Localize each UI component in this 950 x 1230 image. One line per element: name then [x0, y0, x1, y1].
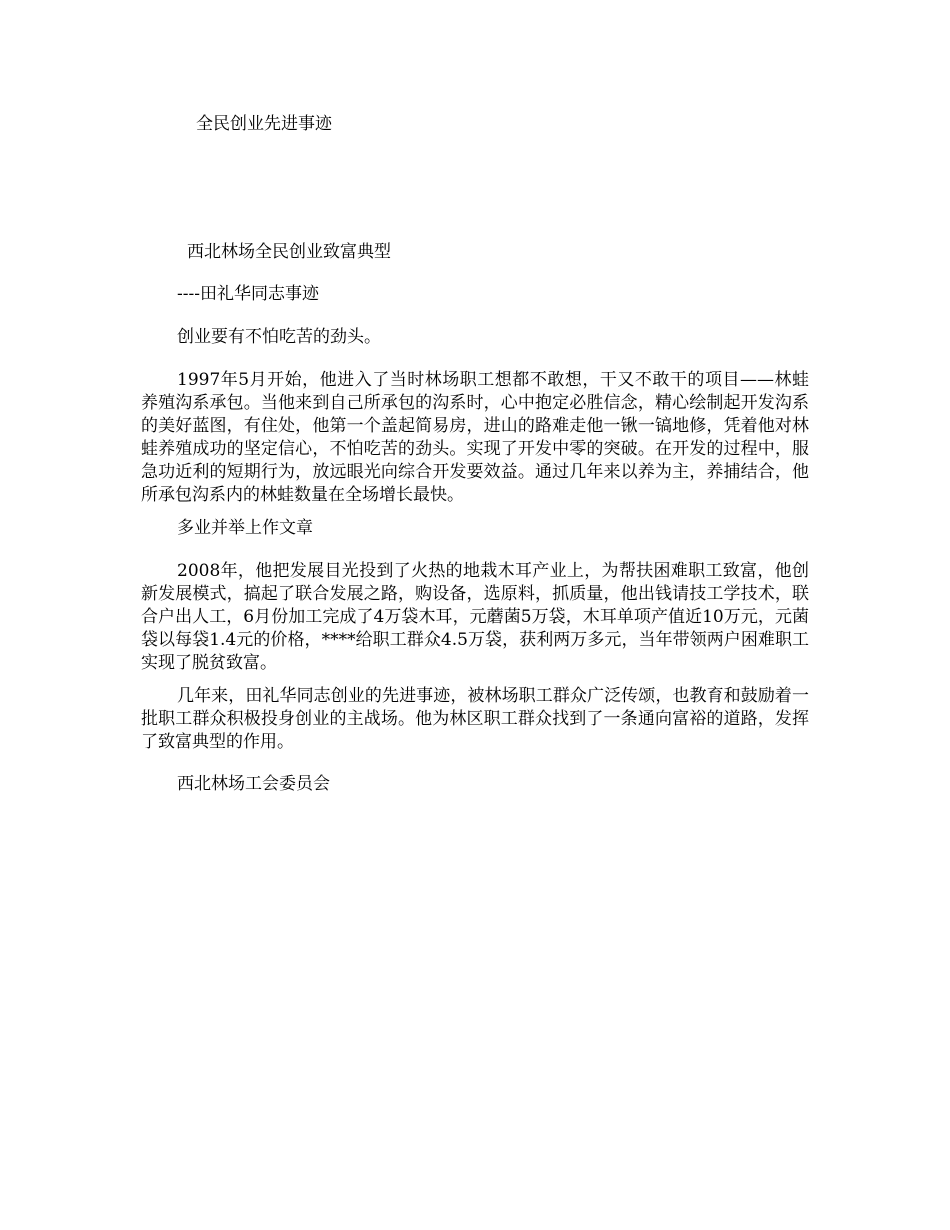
paragraph-summary: 几年来，田礼华同志创业的先进事迹，被林场职工群众广泛传颂，也教育和鼓励着一批职工群众积极投身创业的主战场。他为林区职工群众找到了一条通向富裕的道路，发挥了致富典型的作用。 — [141, 686, 809, 752]
paragraph-frog-farming: 1997年5月开始，他进入了当时林场职工想都不敢想，干又不敢干的项目——林蛙养殖沟系承包。当他来到自己所承包的沟系时，心中抱定必胜信念，精心绘制起开发沟系的美好蓝图，有住处，他第一个盖起简易房，进山的路难走他一锹一镐地修，凭着他对林蛙养殖成功的坚定信心，不怕吃苦的劲头。实现了开发中零的突破。在开发的过程中，服急功近利的短期行为，放远眼光向综合开发要效益。通过几年来以养为主，养捕结合，他所承包沟系内的林蛙数量在全场增长最快。 — [141, 370, 810, 505]
document-subtitle: ----田礼华同志事迹 — [177, 284, 319, 304]
section-heading-multiple-industries: 多业并举上作文章 — [177, 518, 313, 538]
section-heading-hard-work: 创业要有不怕吃苦的劲头。 — [177, 327, 381, 347]
document-top-title: 全民创业先进事迹 — [196, 114, 332, 134]
document-main-title: 西北林场全民创业致富典型 — [187, 242, 391, 262]
document-signature: 西北林场工会委员会 — [177, 774, 330, 794]
paragraph-fungus-industry: 2008年，他把发展目光投到了火热的地栽木耳产业上，为帮扶困难职工致富，他创新发展模式，搞起了联合发展之路，购设备，选原料，抓质量，他出钱请技工学技术，联合户出人工，6月份加工完成了4万袋木耳，元蘑菌5万袋，木耳单项产值近10万元，元菌袋以每袋1.4元的价格，****给职工群众4.5万袋，获利两万多元，当年带领两户困难职工实现了脱贫致富。 — [141, 561, 809, 673]
